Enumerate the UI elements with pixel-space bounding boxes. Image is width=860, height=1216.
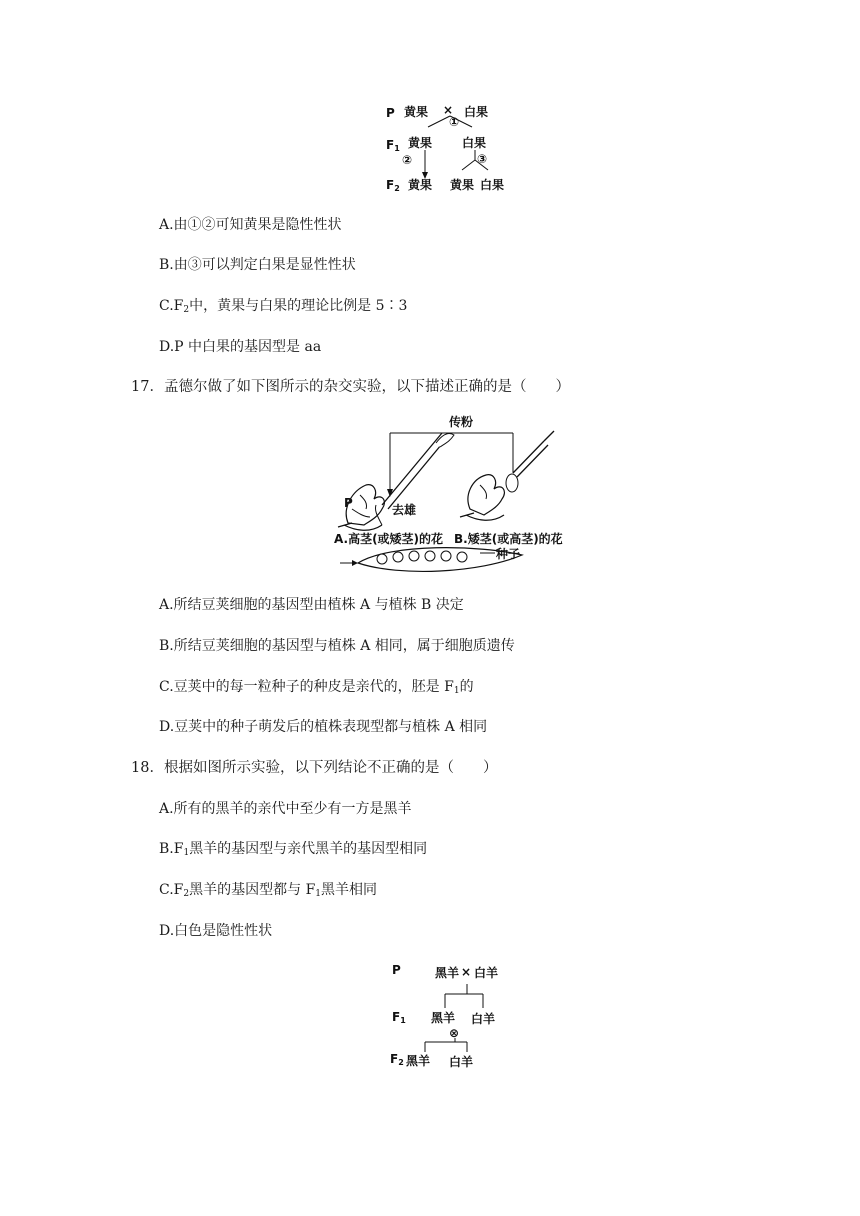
- pea-figure-drawing: [330, 413, 560, 583]
- q18-stem: 18．根据如图所示实验，以下列结论不正确的是（ ）: [131, 760, 498, 776]
- q16-option-b: B.由③可以判定白果是显性性状: [159, 257, 356, 273]
- cross-symbol: ×: [443, 103, 454, 117]
- fruit-color-cross-diagram: [380, 100, 520, 195]
- q17-option-b: B.所结豆荚细胞的基因型与植株 A 相同，属于细胞质遗传: [159, 638, 515, 654]
- q16-option-d: D.P 中白果的基因型是 aa: [159, 339, 322, 355]
- f1-white-sheep: 白羊: [471, 1012, 496, 1026]
- sheep-color-cross-diagram: [385, 960, 515, 1070]
- q18-option-a: A.所有的黑羊的亲代中至少有一方是黑羊: [159, 801, 412, 817]
- step-3-marker: ③: [477, 152, 488, 166]
- cross-symbol: ×: [461, 965, 472, 979]
- p-yellow-fruit: 黄果: [404, 105, 429, 119]
- q16-option-a: A.由①②可知黄果是隐性性状: [159, 217, 342, 233]
- step-2-marker: ②: [402, 153, 413, 167]
- q17-option-c: C.豆荚中的每一粒种子的种皮是亲代的，胚是 $F_1$的: [159, 679, 474, 696]
- emasculation-label: 去雄: [392, 503, 417, 517]
- p-white-fruit: 白果: [464, 105, 489, 119]
- q16-option-c: $C.F_2$中，黄果与白果的理论比例是 5∶3: [159, 298, 408, 315]
- pollination-label: 传粉: [449, 415, 474, 429]
- q17-option-d: D.豆荚中的种子萌发后的植株表现型都与植株 A 相同: [159, 719, 488, 735]
- generation-p-label: P: [386, 106, 395, 120]
- f2-yellow-fruit-2: 黄果: [450, 178, 475, 192]
- generation-f2-label: $F_2$: [386, 178, 400, 193]
- generation-f1-label: $F_1$: [386, 138, 400, 153]
- p-black-sheep: 黑羊: [435, 966, 460, 980]
- q17-stem: 17．孟德尔做了如下图所示的杂交实验，以下描述正确的是（ ）: [131, 379, 570, 395]
- q18-option-d: D.白色是隐性性状: [159, 923, 273, 939]
- q17-option-a: A.所结豆荚细胞的基因型由植株 A 与植株 B 决定: [159, 597, 464, 613]
- selfing-symbol: ⊗: [449, 1026, 460, 1040]
- generation-p-label: P: [392, 963, 401, 977]
- f1-yellow-fruit: 黄果: [408, 136, 433, 150]
- plant-b-label: B.矮茎(或高茎)的花: [454, 532, 563, 546]
- seed-label: 种子: [496, 547, 521, 561]
- pea-hybridization-figure: [330, 413, 563, 583]
- q18-option-b: $B.F_1$黑羊的基因型与亲代黑羊的基因型相同: [159, 841, 428, 858]
- f1-white-fruit: 白果: [462, 136, 487, 150]
- step-1-marker: ①: [449, 115, 460, 129]
- generation-f1-label: $F_1$: [392, 1010, 406, 1025]
- q18-option-c: $C.F_2$黑羊的基因型都与 $F_1$黑羊相同: [159, 882, 378, 899]
- f2-yellow-fruit: 黄果: [408, 178, 433, 192]
- p-white-sheep: 白羊: [474, 966, 499, 980]
- f2-black-sheep: 黑羊: [406, 1054, 431, 1068]
- f1-black-sheep: 黑羊: [431, 1011, 456, 1025]
- generation-p-label: P: [344, 496, 353, 510]
- plant-a-label: A.高茎(或矮茎)的花: [334, 532, 444, 546]
- f2-white-sheep: 白羊: [449, 1055, 474, 1069]
- generation-f2-label: $F_2$: [390, 1052, 404, 1067]
- f2-white-fruit: 白果: [480, 178, 505, 192]
